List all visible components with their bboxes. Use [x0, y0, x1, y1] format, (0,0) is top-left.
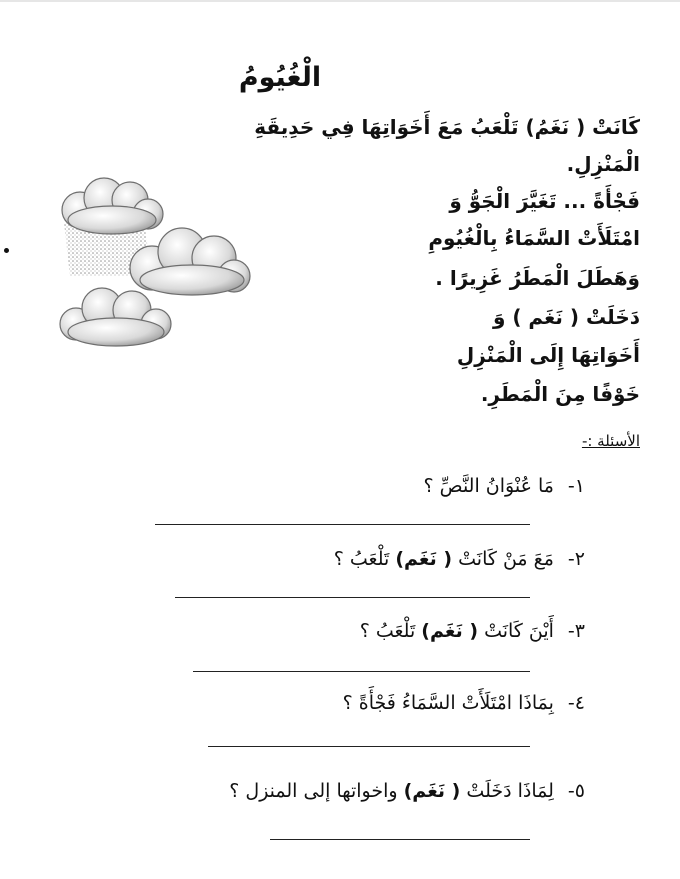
story-line-6: دَخَلَتْ ( نَغَم ) وَ	[492, 305, 640, 329]
story-line-7: أَخَوَاتِهَا إِلَى الْمَنْزِلِ	[456, 343, 640, 367]
question-text: أَيْنَ كَانَتْ	[478, 620, 554, 642]
story-line-2: الْمَنْزِلِ.	[566, 152, 640, 176]
answer-line-2[interactable]	[175, 597, 530, 598]
question-number: ٤-	[567, 692, 585, 714]
question-text: بِمَاذَا امْتَلَأَتْ السَّمَاءُ فَجْأَةً ؟	[342, 692, 554, 714]
question-number: ٣-	[567, 620, 585, 642]
question-name: ( نَغَم)	[403, 780, 461, 802]
story-line-8: خَوْفًا مِنَ الْمَطَرِ.	[480, 382, 640, 406]
question-text: مَا عُنْوَانُ النَّصِّ ؟	[423, 475, 554, 497]
story-line-5: وَهَطَلَ الْمَطَرُ غَزِيرًا .	[435, 266, 640, 290]
answer-line-5[interactable]	[270, 839, 530, 840]
story-line-4: امْتَلَأَتْ السَّمَاءُ بِالْغُيُومِ	[428, 226, 640, 250]
story-line-3: فَجْأَةً ... تَغَيَّرَ الْجَوُّ وَ	[449, 189, 640, 213]
stray-dot	[4, 248, 9, 253]
question-5	[229, 780, 585, 802]
question-text-end: تَلْعَبُ ؟	[359, 620, 422, 642]
question-text-end: تَلْعَبُ ؟	[333, 548, 396, 570]
question-name: ( نَغَم)	[421, 620, 479, 642]
question-number: ١-	[567, 475, 585, 497]
question-3	[360, 620, 585, 642]
question-number: ٥-	[567, 780, 585, 802]
question-text-end: واخواتها إلى المنزل ؟	[229, 780, 404, 802]
question-name: ( نَغَم)	[395, 548, 453, 570]
rain-clouds-icon	[52, 172, 262, 362]
question-2	[334, 548, 585, 570]
question-1	[424, 475, 585, 497]
answer-line-3[interactable]	[193, 671, 530, 672]
question-text: مَعَ مَنْ كَانَتْ	[452, 548, 554, 570]
question-text: لِمَاذَا دَخَلَتْ	[460, 780, 554, 802]
answer-line-1[interactable]	[155, 524, 530, 525]
questions-header: الأسئلة :-	[581, 432, 640, 450]
answer-line-4[interactable]	[208, 746, 530, 747]
question-number: ٢-	[567, 548, 585, 570]
page-top-border	[0, 0, 680, 2]
page-title: الْغُيُومُ	[238, 62, 322, 93]
question-4	[343, 692, 585, 714]
story-line-1: كَانَتْ ( نَغَمُ) تَلْعَبُ مَعَ أَخَوَاتِهَا فِي حَدِيقَةِ	[254, 115, 640, 139]
